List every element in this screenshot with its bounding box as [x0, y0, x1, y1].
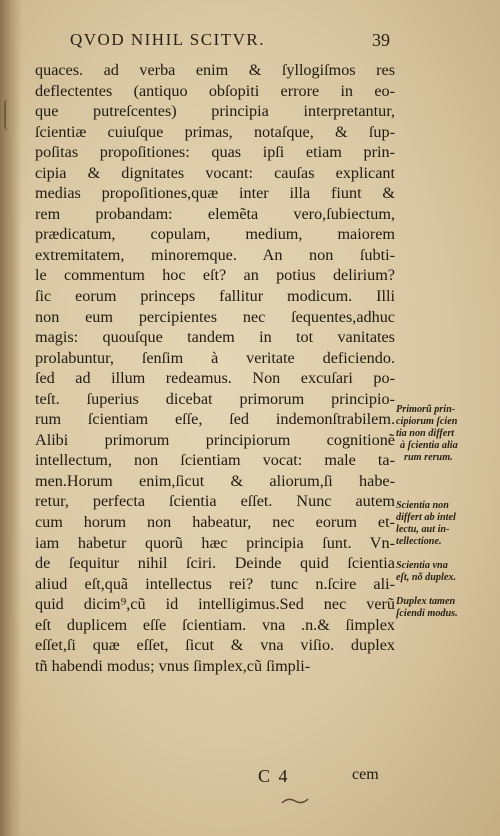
text-line: medias propoſitiones,quæ inter illa fiunt &	[35, 184, 395, 203]
text-line: quaces. ad verba enim & ſyllogiſmos res	[35, 61, 395, 79]
text-line: deflectentes (antiquo obſopiti errore in eo-	[35, 81, 395, 100]
margin-note-line: Primorũ prin-	[396, 404, 456, 415]
text-line: retur, perfecta ſcientia eſſet. Nunc autem	[35, 492, 395, 511]
text-line: Alibi primorum principiorum cognitionẽ	[35, 430, 395, 449]
text-line: magis: quouſque tandem in tot vanitates	[35, 328, 395, 347]
text-line: prædicatum, copulam, medium, maiorem	[35, 225, 395, 244]
margin-note-line: Duplex tamen	[396, 596, 456, 607]
text-line: iam habetur quorũ hæc principia ſunt. Vn-	[35, 533, 395, 552]
text-line: extremitatem, minoremque. An non ſubti-	[35, 245, 395, 264]
margin-note-line: tia non differt	[396, 428, 455, 439]
text-line: prolabuntur, ſenſim à veritate deficiendo.	[35, 348, 395, 367]
ornament-icon	[280, 795, 310, 807]
text-line: intellectum, non ſcientiam vocat: male ta-	[35, 451, 395, 470]
text-line: quid dicim⁹,cũ id intelligimus.Sed nec verũ	[35, 595, 395, 614]
margin-note-line: ſciendi modus.	[396, 608, 458, 619]
margin-note-line: Scientia non	[396, 500, 449, 511]
margin-note-line: à ſcientia alia	[400, 440, 458, 451]
body-text	[35, 60, 395, 676]
text-line: poſitas propoſitiones: quas ipſi etiam prin-	[35, 143, 395, 162]
text-line: rum ſcientiam eſſe, ſed indemonſtrabilem.	[35, 410, 395, 429]
text-line: de ſequitur nihil ſciri. Deinde quid ſcientia	[35, 554, 395, 573]
text-line: aliud eſt,quã intellectus rei? tunc n.ſcire ali-	[35, 574, 395, 593]
signature-mark: C 4	[258, 766, 290, 786]
margin-note-line: cipiorum ſcien	[396, 416, 458, 427]
text-line: ſic eorum princeps fallitur modicum. Illi	[35, 287, 395, 306]
text-line: cum horum non habeatur, nec eorum et-	[35, 513, 395, 532]
text-line: le commentum hoc eſt? an potius delirium?	[35, 266, 395, 285]
text-line: non eum percipientes nec ſequentes,adhuc	[35, 307, 395, 326]
text-line: eſt duplicem eſſe ſcientiam. vna .n.& ſimplex	[35, 615, 395, 634]
margin-note-line: lectu, aut in-	[396, 524, 450, 535]
text-line: que putreſcentes) principia interpretantur,	[35, 102, 395, 121]
margin-note-line: differt ab intel	[396, 512, 456, 523]
text-line: tñ habendi modus; vnus ſimplex,cũ ſimpli-	[35, 656, 311, 675]
text-line: eſſet,ſi quæ eſſet, ſicut & vna viſio. duplex	[35, 636, 395, 655]
margin-note-line: rum rerum.	[404, 452, 453, 463]
text-line: ſcientiæ cuiuſque primas, notaſque, & ſup-	[35, 122, 395, 141]
text-line: men.Horum enim,ſicut & aliorum,ſi habe-	[35, 471, 395, 490]
text-line: rem probandam: elemẽta vero,ſubiectum,	[35, 204, 395, 223]
paper-tear-mark	[4, 100, 16, 130]
catchword: cem	[352, 766, 379, 783]
text-line: ſed ad illum redeamus. Non excuſari po-	[35, 369, 395, 388]
text-line: cipia & dignitates vocant: cauſas explicant	[35, 163, 395, 182]
text-line: teſt. ſuperius dicebat primorum principio-	[35, 389, 395, 408]
margin-note-line: tellectione.	[396, 536, 442, 547]
page-number: 39	[372, 30, 390, 50]
margin-note-line: eſt, nõ duplex.	[396, 572, 456, 583]
running-title: QVOD NIHIL SCITVR.	[70, 30, 265, 49]
margin-note-line: Scientia vna	[396, 560, 448, 571]
